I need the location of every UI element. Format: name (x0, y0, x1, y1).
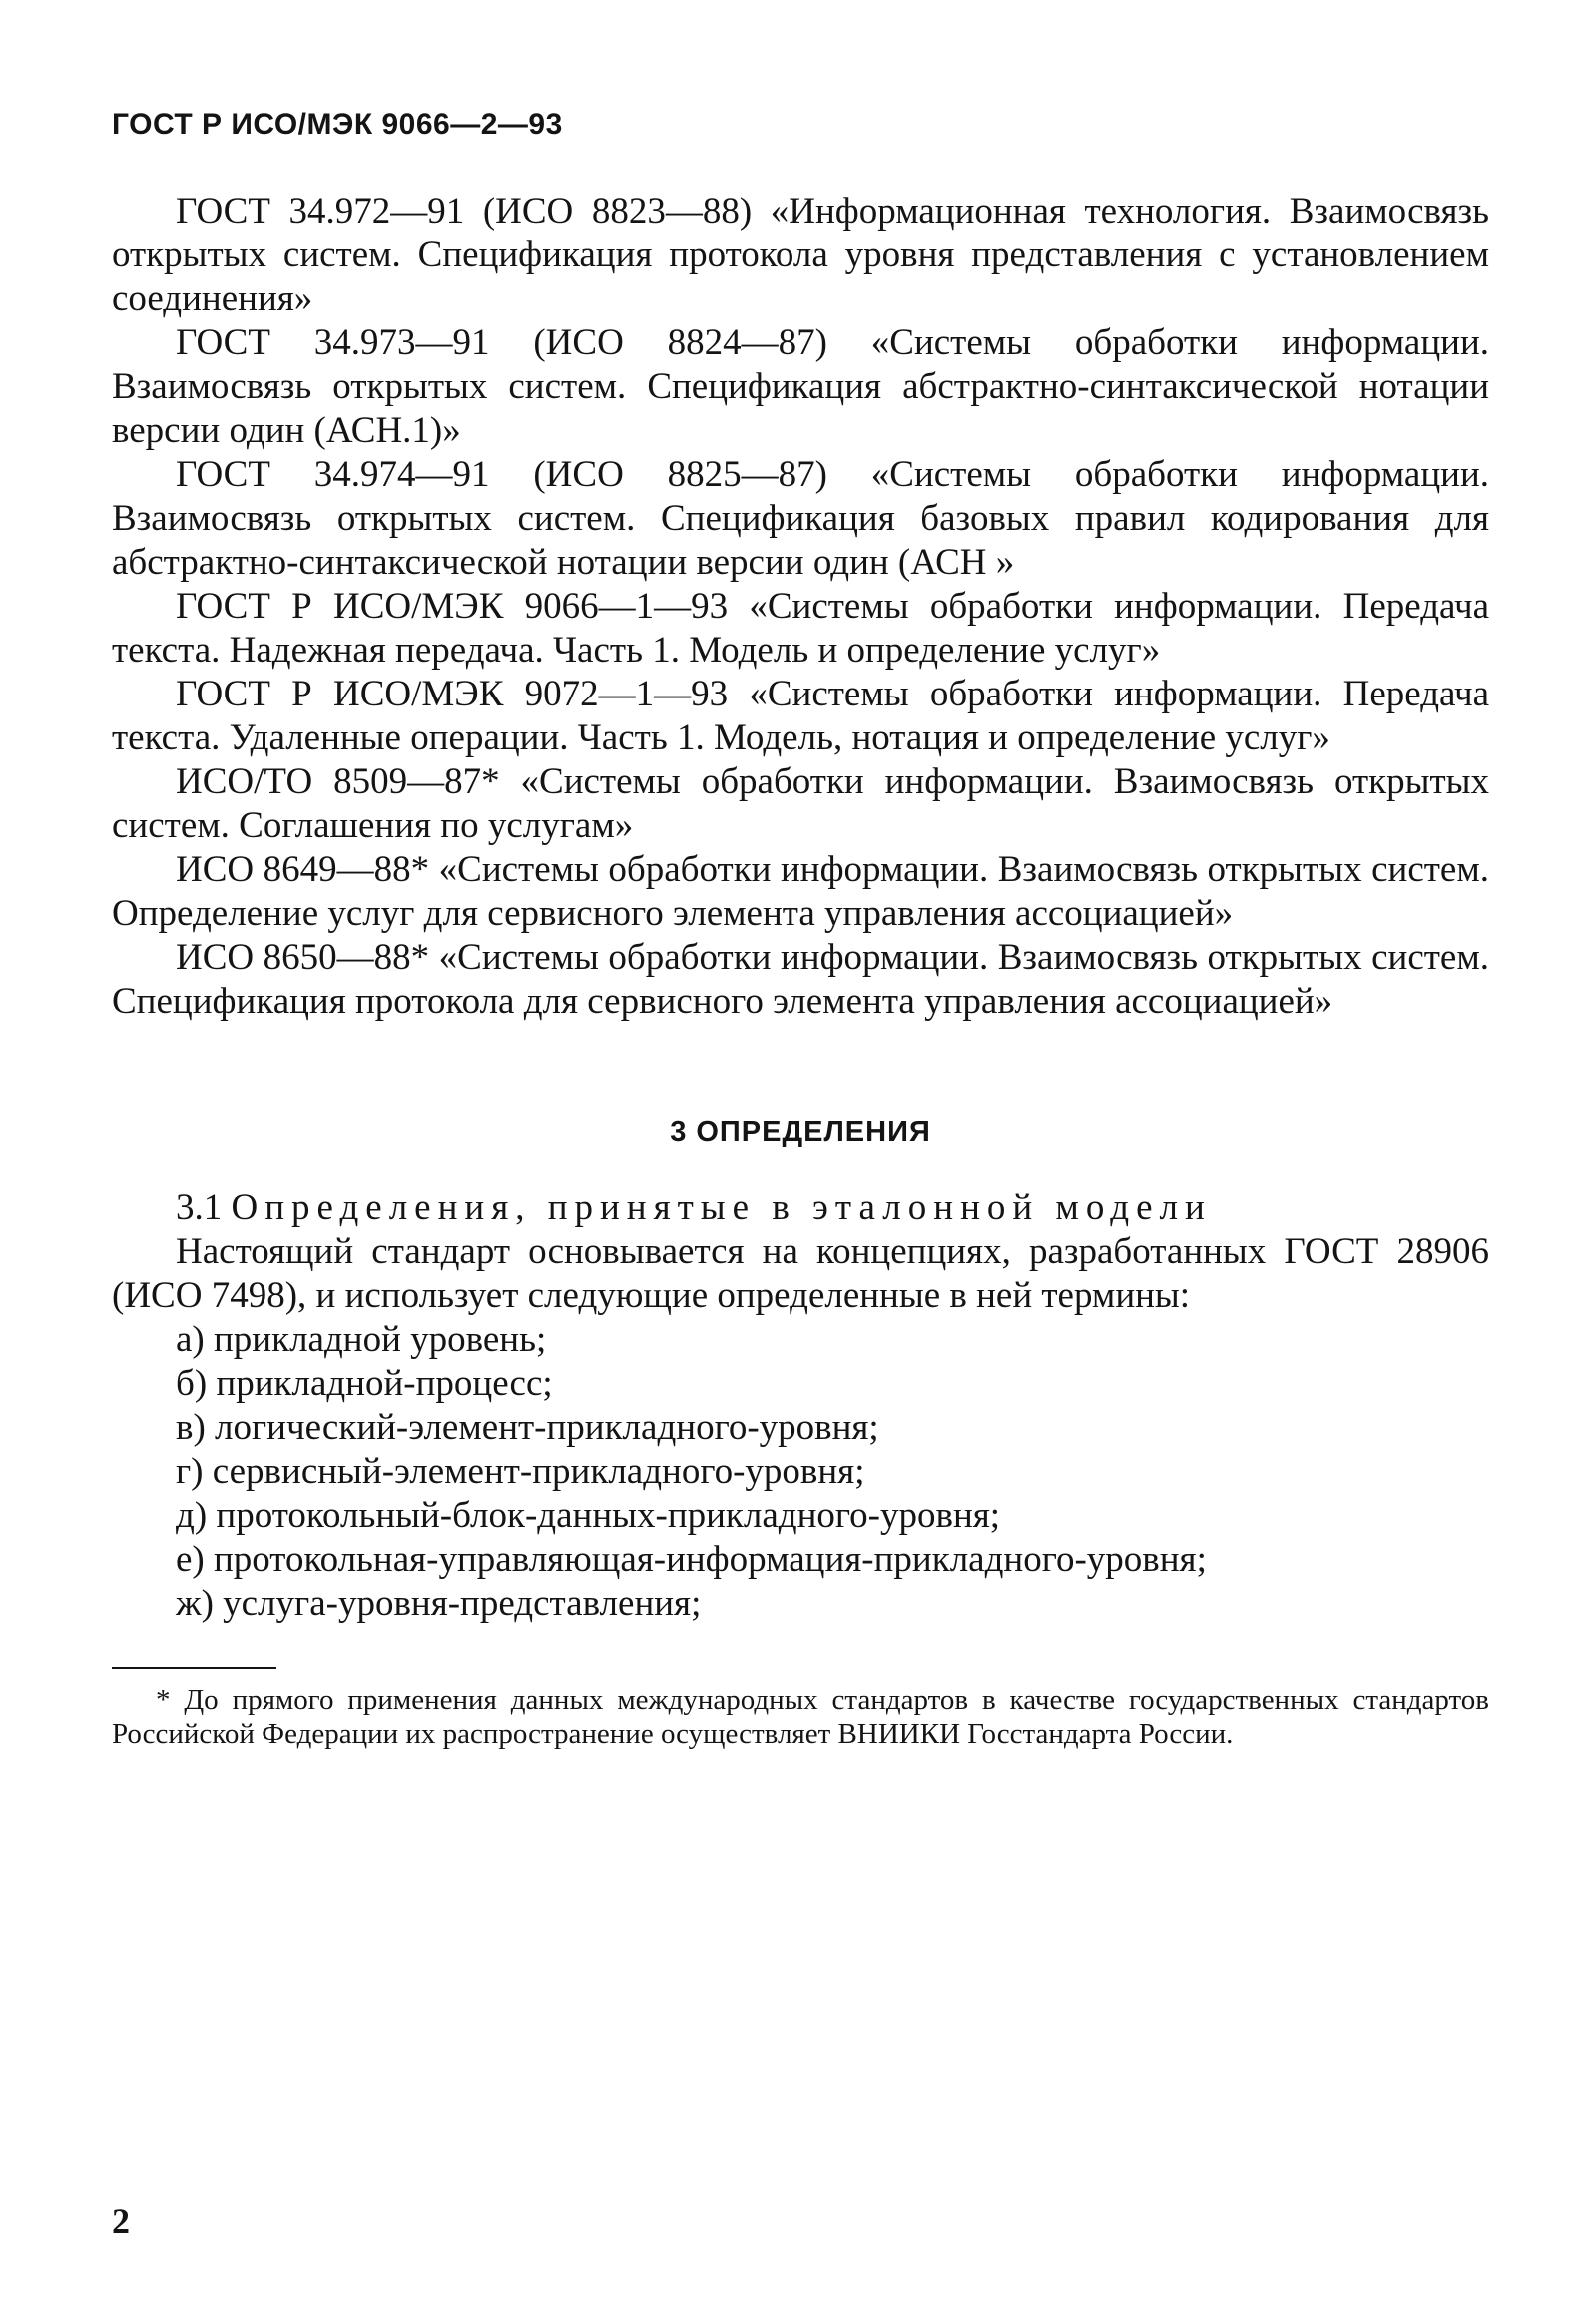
reference-item: ИСО/ТО 8509—87* «Системы обработки информации. Взаимосвязь открытых систем. Соглашения по услугам» (112, 761, 1489, 846)
list-item: а) прикладной уровень; (176, 1319, 547, 1360)
subsection-number: 3.1 (176, 1187, 223, 1228)
reference-item: ГОСТ Р ИСО/МЭК 9072—1—93 «Системы обработки информации. Передача текста. Удаленные операции. Часть 1. Модель, нотация и определение услуг» (112, 674, 1489, 758)
footnote: * До прямого применения данных международных стандартов в качестве государственных стандартов Российской Федерации их распространение осуществляет ВНИИКИ Госстандарта России. (112, 1684, 1489, 1750)
subsection-heading (112, 1186, 1489, 1230)
normative-references-list (112, 190, 1489, 1024)
footnote-divider (112, 1667, 276, 1669)
list-item: е) протокольная-управляющая-информация-прикладного-уровня; (176, 1539, 1207, 1580)
reference-item: ГОСТ 34.973—91 (ИСО 8824—87) «Системы обработки информации. Взаимосвязь открытых систем. Спецификация абстрактно-синтаксической нотации версии один (АСН.1)» (112, 322, 1489, 451)
reference-item: ГОСТ 34.972—91 (ИСО 8823—88) «Информационная технология. Взаимосвязь открытых систем. Спецификация протокола уровня представления с установлением соединения» (112, 191, 1489, 319)
list-item: г) сервисный-элемент-прикладного-уровня; (176, 1451, 865, 1492)
list-item: б) прикладной-процесс; (176, 1363, 553, 1404)
terms-list (112, 1318, 1489, 1626)
reference-item: ИСО 8650—88* «Системы обработки информации. Взаимосвязь открытых систем. Спецификация протокола для сервисного элемента управления ассоциацией» (112, 937, 1489, 1022)
reference-item: ИСО 8649—88* «Системы обработки информации. Взаимосвязь открытых систем. Определение услуг для сервисного элемента управления ассоциацией» (112, 849, 1489, 934)
subsection-title: Определения, принятые в эталонной модели (231, 1187, 1212, 1228)
intro-paragraph: Настоящий стандарт основывается на концепциях, разработанных ГОСТ 28906 (ИСО 7498), и использует следующие определенные в ней термины: (112, 1231, 1489, 1316)
section-heading: 3 ОПРЕДЕЛЕНИЯ (670, 1116, 931, 1148)
list-item: д) протокольный-блок-данных-прикладного-уровня; (176, 1495, 1001, 1536)
reference-item: ГОСТ Р ИСО/МЭК 9066—1—93 «Системы обработки информации. Передача текста. Надежная передача. Часть 1. Модель и определение услуг» (112, 586, 1489, 671)
list-item: в) логический-элемент-прикладного-уровня; (176, 1407, 879, 1448)
list-item: ж) услуга-уровня-представления; (176, 1583, 702, 1624)
document-page (112, 108, 1489, 1751)
reference-item: ГОСТ 34.974—91 (ИСО 8825—87) «Системы обработки информации. Взаимосвязь открытых систем. Спецификация базовых правил кодирования для абстрактно-синтаксической нотации версии один (АСН » (112, 454, 1489, 583)
page-number: 2 (112, 2201, 130, 2241)
running-header: ГОСТ Р ИСО/МЭК 9066—2—93 (112, 108, 563, 141)
